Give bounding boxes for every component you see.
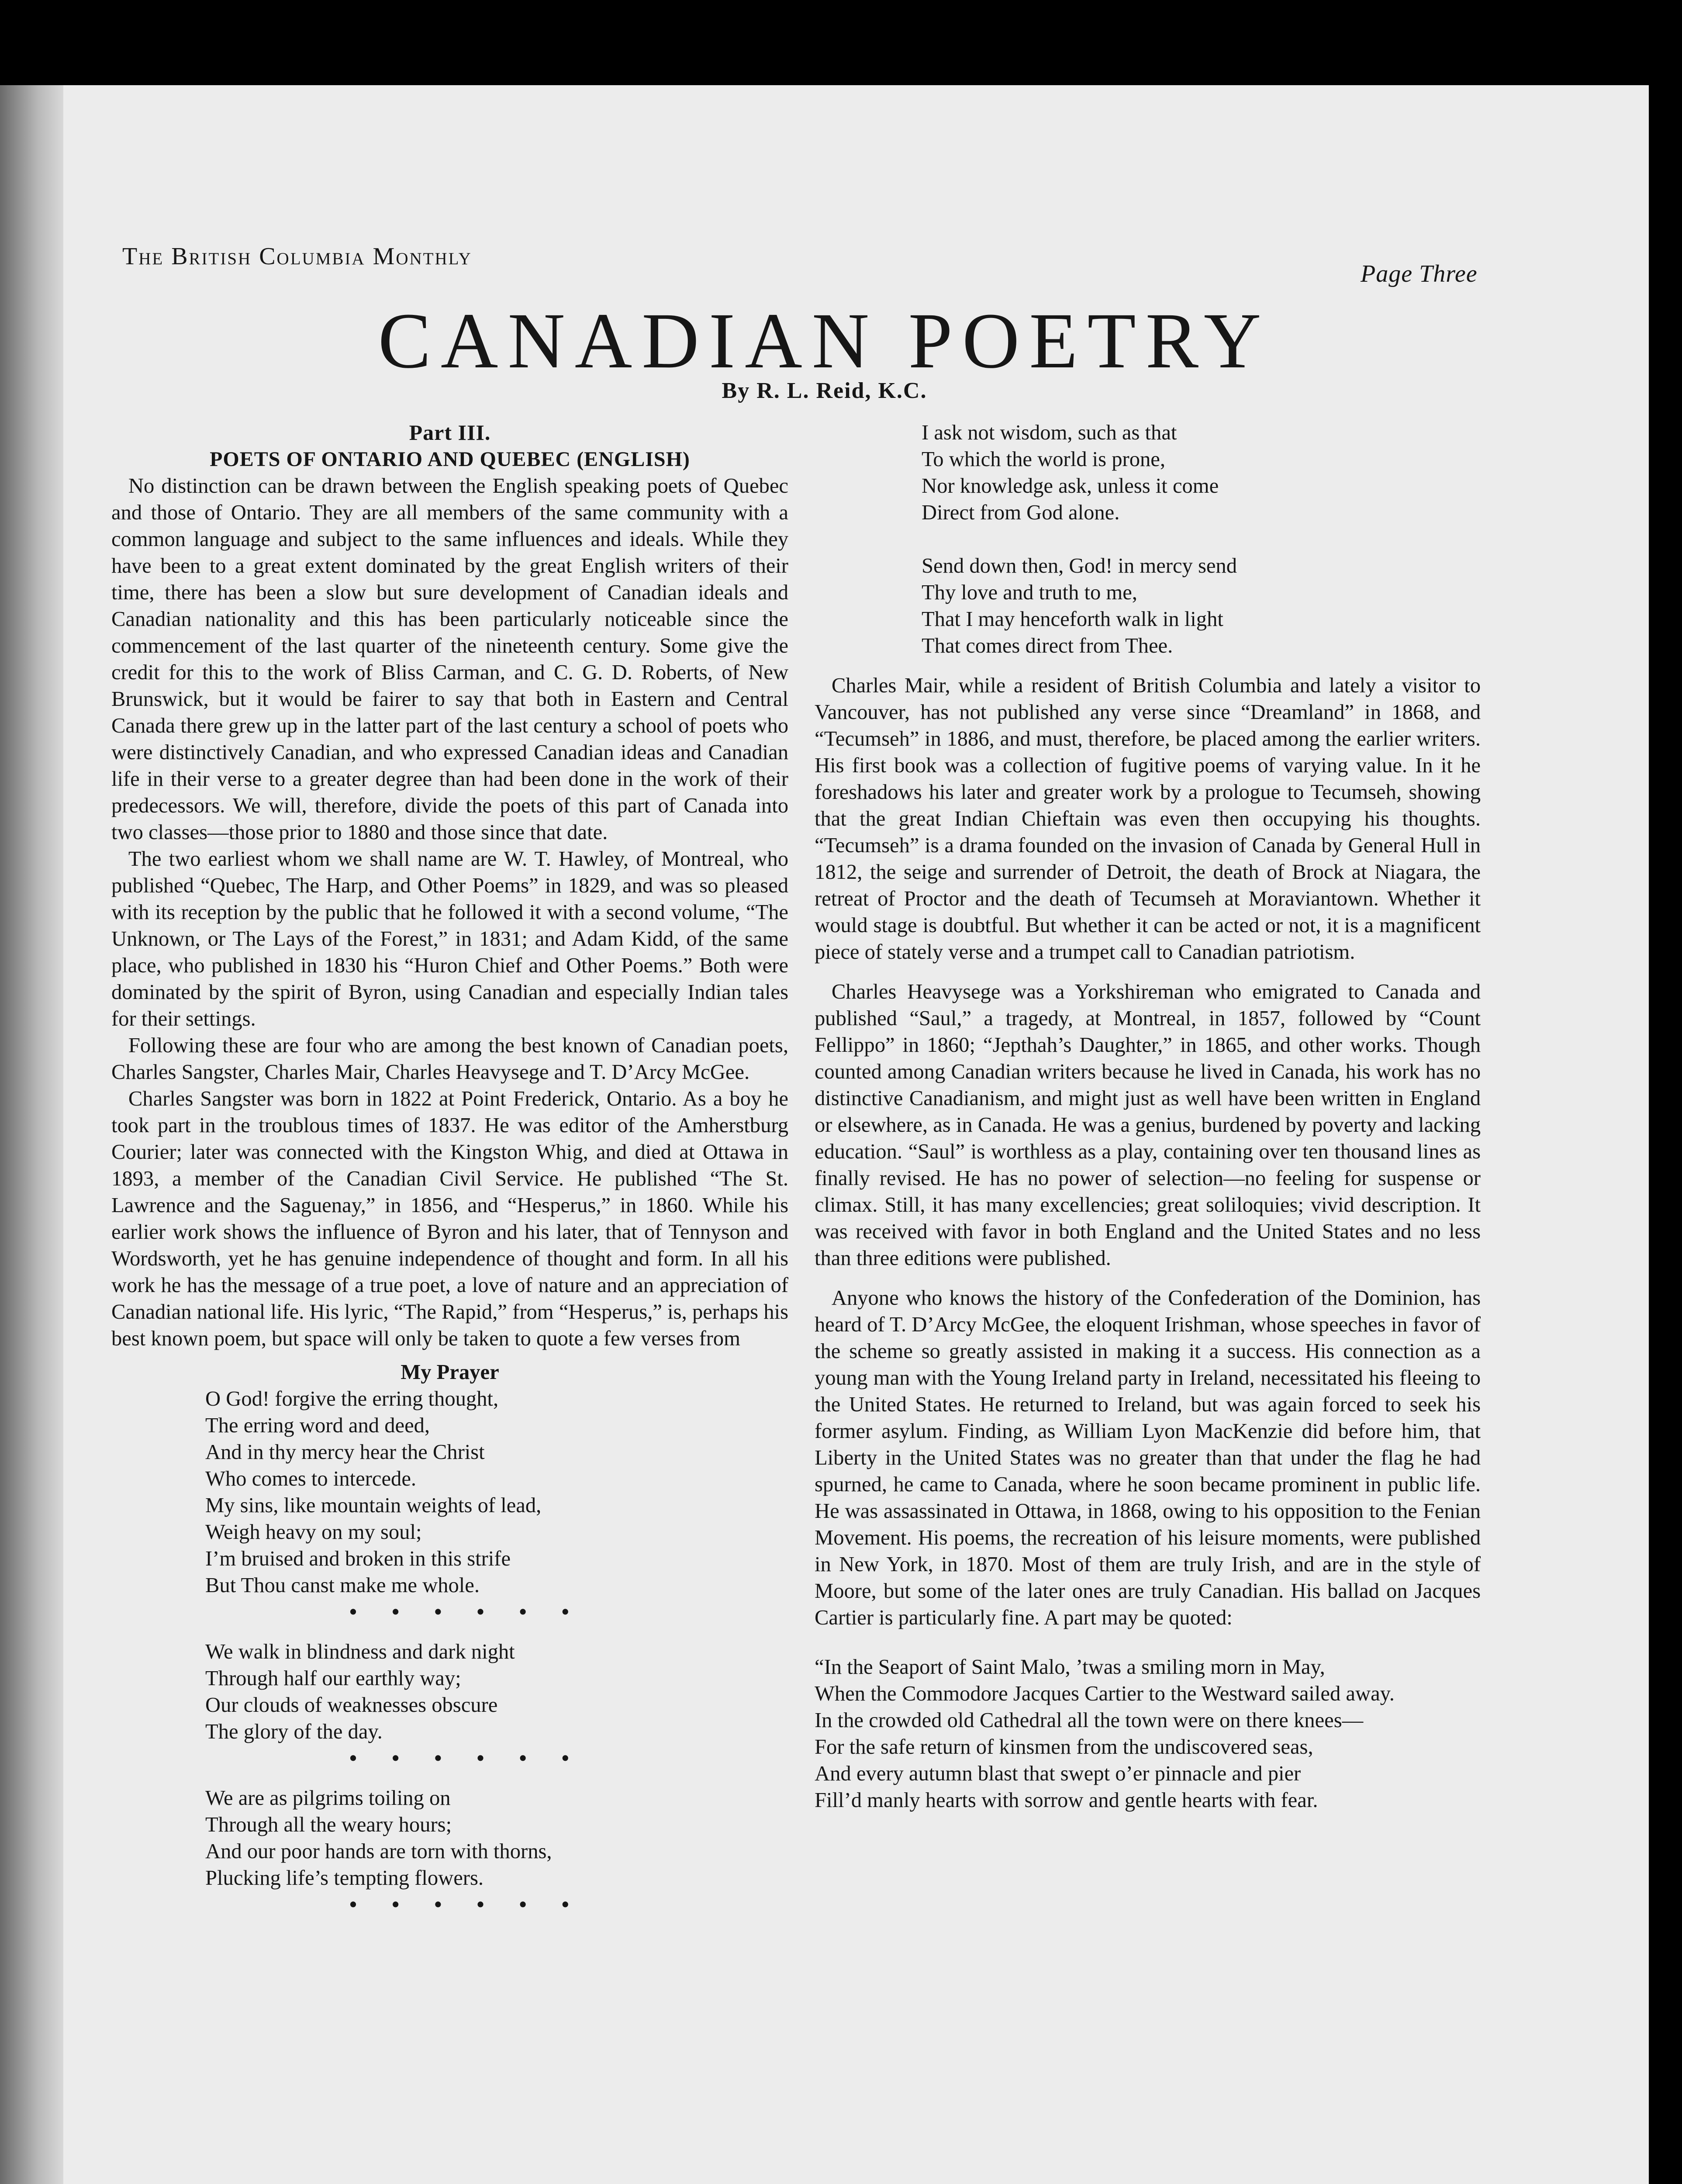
paragraph: Anyone who knows the history of the Confederation of the Dominion, has heard of T. D’Arcy McGee, the eloquent Irishman, whose speeches in favor of the scheme so greatly assisted in making it a success. His connection as a young man with the Young Ireland party in Ireland, necessitated his fleeing to the United States. He returned to Ireland, but was again forced to seek his former asylum. Finding, as William Lyon MacKenzie did before him, that Liberty in the United States was no greater than that under the flag he had spurned, he came to Canada, where he soon became prominent in public life. He was assassinated in Ottawa, in 1868, owing to his opposition to the Fenian Movement. His poems, the recreation of his leisure moments, were published in New York, in 1870. Most of them are truly Irish, and are in the style of Moore, but some of the later ones are truly Canadian. His ballad on Jacques Cartier is particularly fine. A part may be quoted:	[815, 1286, 1481, 1629]
poem-line: We are as pilgrims toiling on	[205, 1786, 451, 1810]
ellipsis-dots: • • • • • •	[349, 1893, 584, 1916]
poem-line: Plucking life’s tempting flowers.	[205, 1866, 484, 1890]
ellipsis-dots: • • • • • •	[349, 1746, 584, 1770]
paragraph: Charles Heavysege was a Yorkshireman who emigrated to Canada and published “Saul,” a tragedy, at Montreal, in 1857, followed by “Count Fellippo” in 1860; “Jepthah’s Daughter,” in 1865, and other works. Though counted among Canadian writers because he lived in Canada, his work has no distinctive Canadianism, and might just as well have been written in England or elsewhere, as in Canada. He was a genius, burdened by poverty and lacking education. “Saul” is worthless as a play, containing over ten thousand lines as finally revised. He has no power of selection—no feeling for suspense or climax. Still, it has many excellencies; great soliloquies; vivid description. It was received with favor in both England and the United States and no less than three editions were published.	[815, 980, 1481, 1270]
poem-line: I’m bruised and broken in this strife	[205, 1547, 511, 1570]
poem-continuation	[815, 419, 1481, 659]
poem-line: Thy love and truth to me,	[922, 581, 1137, 604]
poem-line: And in thy mercy hear the Christ	[205, 1440, 485, 1464]
poem-line: Through all the weary hours;	[205, 1813, 452, 1836]
poem-title: My Prayer	[401, 1360, 499, 1384]
paragraph: Charles Sangster was born in 1822 at Point Frederick, Ontario. As a boy he took part in the troublous times of 1837. He was editor of the Amherstburg Courier; later was connected with the Kingston Whig, and died at Ottawa in 1893, a member of the Canadian Civil Service. He published “The St. Lawrence and the Saguenay,” in 1856, and “Hesperus,” in 1860. While his earlier work shows the influence of Byron and his later, that of Tennyson and Wordsworth, yet he has genuine independence of thought and form. In all his work he has the message of a true poet, a love of nature and an appreciation of Canadian national life. His lyric, “The Rapid,” from “Hesperus,” is, perhaps his best known poem, but space will only be taken to quote a few verses from	[111, 1087, 788, 1350]
ballad-line: Fill’d manly hearts with sorrow and gentle hearts with fear.	[815, 1788, 1318, 1812]
poem-my-prayer	[111, 1386, 788, 1918]
section-heading: POETS OF ONTARIO AND QUEBEC (ENGLISH)	[210, 448, 690, 471]
paragraph: The two earliest whom we shall name are W. T. Hawley, of Montreal, who published “Quebec, The Harp, and Other Poems” in 1829, and was so pleased with its reception by the public that he followed it with a second volume, “The Unknown, or The Lays of the Forest,” in 1831; and Adam Kidd, of the same place, who published in 1830 his “Huron Chief and Other Poems.” Both were dominated by the spirit of Byron, using Canadian and especially Indian tales for their settings.	[111, 847, 788, 1030]
poem-line: That comes direct from Thee.	[922, 634, 1173, 657]
poem-line: Through half our earthly way;	[205, 1666, 461, 1690]
poem-line: Weigh heavy on my soul;	[205, 1520, 422, 1544]
poem-line: And our poor hands are torn with thorns,	[205, 1839, 552, 1863]
ballad-line: For the safe return of kinsmen from the undiscovered seas,	[815, 1735, 1313, 1759]
poem-line: Our clouds of weaknesses obscure	[205, 1693, 498, 1717]
poem-line: We walk in blindness and dark night	[205, 1640, 515, 1663]
poem-line: My sins, like mountain weights of lead,	[205, 1493, 542, 1517]
poem-line: Who comes to intercede.	[205, 1467, 417, 1490]
poem-stanza	[205, 1785, 788, 1891]
ballad-line: When the Commodore Jacques Cartier to the Westward sailed away.	[815, 1682, 1395, 1705]
ballad-line: In the crowded old Cathedral all the town were on there knees—	[815, 1708, 1364, 1732]
poem-stanza	[922, 553, 1481, 659]
poem-stanza	[205, 1386, 788, 1599]
article-title: CANADIAN POETRY	[378, 297, 1271, 385]
poem-stanza	[205, 1638, 788, 1745]
poem-line: I ask not wisdom, such as that	[922, 421, 1177, 444]
poem-line: Nor knowledge ask, unless it come	[922, 474, 1219, 498]
ballad-line: “In the Seaport of Saint Malo, ’twas a smiling morn in May,	[815, 1655, 1325, 1679]
article-byline: By R. L. Reid, K.C.	[722, 378, 927, 403]
running-header-page-number: Page Three	[1361, 260, 1478, 287]
poem-line: O God! forgive the erring thought,	[205, 1387, 499, 1410]
paragraph: Following these are four who are among the best known of Canadian poets, Charles Sangster, Charles Mair, Charles Heavysege and T. D’Arcy McGee.	[111, 1033, 788, 1084]
poem-line: Send down then, God! in mercy send	[922, 554, 1237, 577]
poem-line: That I may henceforth walk in light	[922, 607, 1223, 631]
poem-line: The erring word and deed,	[205, 1413, 430, 1437]
page-edge	[1649, 92, 1682, 2184]
paragraph: No distinction can be drawn between the English speaking poets of Quebec and those of Ontario. They are all members of the same community with a common language and subject to the same influences and ideals. While they have been to a great extent dominated by the great English writers of their time, there has been a slow but sure development of Canadian ideals and Canadian nationality and this has been particularly noticeable since the commencement of the last quarter of the nineteenth century. Some give the credit for this to the work of Bliss Carman, and C. G. D. Roberts, of New Brunswick, but it would be fairer to say that both in Eastern and Central Canada there grew up in the latter part of the last century a school of poets who were distinctively Canadian, and who expressed Canadian ideas and Canadian life in their verse to a greater degree than had been done in the work of their predecessors. We will, therefore, divide the poets of this part of Canada into two classes—those prior to 1880 and those since that date.	[111, 474, 788, 844]
poem-stanza	[922, 419, 1481, 526]
poem-line: Direct from God alone.	[922, 501, 1120, 524]
ballad-line: And every autumn blast that swept o’er pinnacle and pier	[815, 1762, 1301, 1785]
ballad-quote	[815, 1654, 1481, 1814]
right-column	[815, 419, 1481, 1814]
paragraph: Charles Mair, while a resident of British Columbia and lately a visitor to Vancouver, has not published any verse since “Dreamland” in 1868, and “Tecumseh” in 1886, and must, therefore, be placed among the earlier writers. His first book was a collection of fugitive poems of varying value. In it he foreshadows his later and greater work by a prologue to Tecumseh, showing that the great Indian Chieftain was even then occupying his thoughts. “Tecumseh” is a drama founded on the invasion of Canada by General Hull in 1812, the seige and surrender of Detroit, the death of Brock at Niagara, the retreat of Proctor and the death of Tecumseh at Moraviantown. Whether it would stage is doubtful. But whether it can be acted or not, it is a magnificent piece of stately verse and a trumpet call to Canadian patriotism.	[815, 674, 1481, 964]
left-column	[111, 419, 788, 1918]
poem-line: But Thou canst make me whole.	[205, 1573, 480, 1597]
poem-line: To which the world is prone,	[922, 447, 1166, 471]
ellipsis-dots: • • • • • •	[349, 1600, 584, 1624]
running-header-publication: The British Columbia Monthly	[122, 243, 472, 270]
poem-line: The glory of the day.	[205, 1720, 383, 1743]
part-heading: Part III.	[409, 420, 491, 445]
